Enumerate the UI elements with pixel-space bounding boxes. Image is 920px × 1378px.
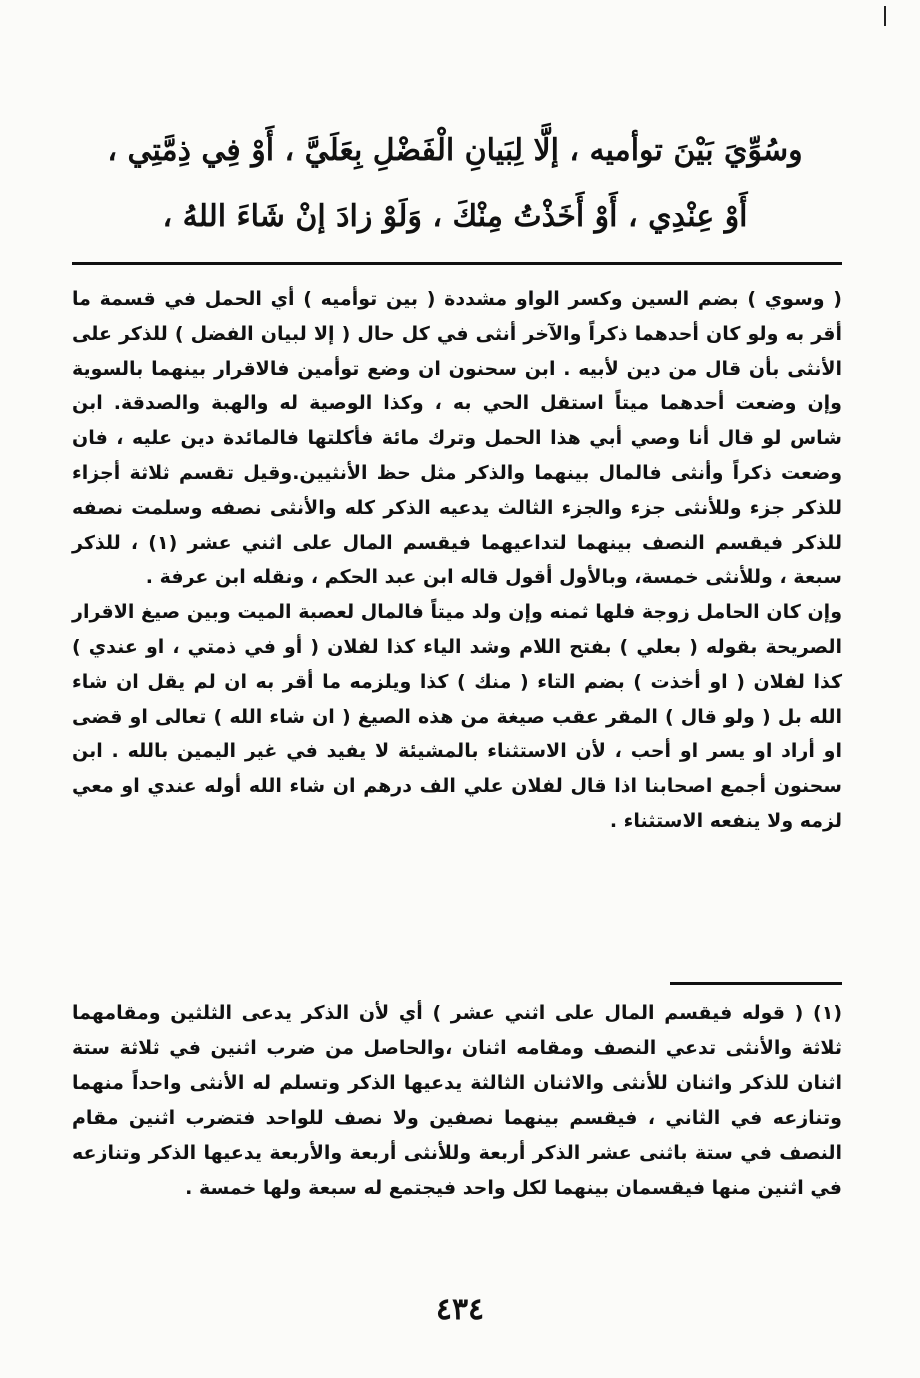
footnote-separator-rule [670, 982, 842, 985]
matn-line-1: وسُوِّيَ بَيْنَ توأميه ، إلَّا لِبَيانِ الْفَضْلِ بِعَلَيَّ ، أَوْ فِي ذِمَّتِي ، [107, 133, 803, 168]
matn-separator-rule [72, 262, 842, 265]
sharh-paragraph-1: ( وسوي ) بضم السين وكسر الواو مشددة ( بين توأميه ) أي الحمل في قسمة ما أقر به ولو كان أحدهما ذكراً والآخر أنثى في كل حال ( إلا لبيان الفضل ) للذكر على الأنثى بأن قال من دين لأبيه . ابن سحنون ان وضع توأمين فالاقرار بينهما بالسوية وإن وضعت أحدهما ميتاً استقل الحي به ، وكذا الوصية له والهبة والصدقة. ابن شاس لو قال أنا وصي أبي هذا الحمل وترك مائة فأكلتها فالمائدة دين عليه ، فان وضعت ذكراً وأنثى فالمال بينهما والذكر مثل حظ الأنثيين.وقيل تقسم ثلاثة أجزاء للذكر جزء وللأنثى جزء والجزء الثالث يدعيه الذكر كله والأنثى نصفه وسلمت نصفه للذكر فيقسم النصف بينهما لتداعيهما فيقسم المال على اثني عشر (١) ، للذكر سبعة ، وللأنثى خمسة، وبالأول أقول قاله ابن عبد الحكم ، ونقله ابن عرفة . [72, 288, 842, 589]
matn-line-2: أَوْ عِنْدِي ، أَوْ أَخَذْتُ مِنْكَ ، وَلَوْ زادَ إنْ شَاءَ اللهُ ، [162, 199, 748, 234]
sharh-paragraph-2: وإن كان الحامل زوجة فلها ثمنه وإن ولد ميتاً فالمال لعصبة الميت وبين صيغ الاقرار الصريحة بقوله ( بعلي ) بفتح اللام وشد الياء كذا لفلان ( أو في ذمتي ، او عندي ) كذا لفلان ( او أخذت ) بضم التاء ( منك ) كذا ويلزمه ما أقر به ان لم يقل ان شاء الله بل ( ولو قال ) المقر عقب صيغة من هذه الصيغ ( ان شاء الله ) تعالى او قضى او أراد او يسر او أحب ، لأن الاستثناء بالمشيئة لا يفيد في غير اليمين بالله . ابن سحنون أجمع اصحابنا اذا قال لفلان علي الف درهم ان شاء الله أوله عندي او معي لزمه ولا ينفعه الاستثناء . [72, 601, 842, 832]
matn-text [70, 118, 840, 250]
sharh-commentary [72, 282, 842, 839]
footnote-text: (١) ( قوله فيقسم المال على اثني عشر ) أي لأن الذكر يدعى الثلثين ومقامهما ثلاثة والأنثى تدعي النصف ومقامه اثنان ،والحاصل من ضرب اثنين في ثلاثة ستة اثنان للذكر واثنان للأنثى والاثنان الثالثة يدعيها الذكر وتسلم له الأنثى واحداً منهما وتنازعه في الثاني ، فيقسم بينهما نصفين ولا نصف للواحد فتضرب اثنين مقام النصف في ستة باثنى عشر الذكر أربعة وللأنثى أربعة والأربعة يدعيها الذكر وتنازعه في اثنين منها فيقسمان بينهما لكل واحد فيجتمع له سبعة ولها خمسة . [72, 1002, 842, 1199]
scan-edge-mark [884, 6, 886, 26]
page-number: ٤٣٤ [435, 1292, 485, 1327]
footnote [72, 996, 842, 1206]
